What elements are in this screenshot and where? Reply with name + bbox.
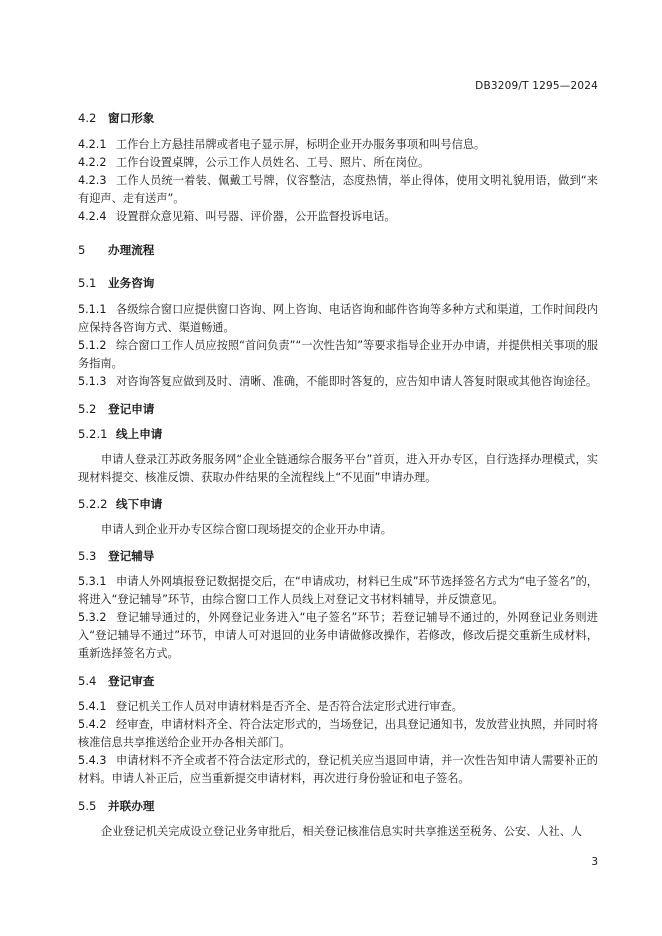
- clause-number: 5.4.1: [78, 700, 107, 713]
- clause-text: 工作人员统一着装、佩戴工号牌，仪容整洁，态度热情，举止得体，使用文明礼貌用语，做到“来有迎声、走有送声”。: [78, 174, 598, 205]
- clause-5-1-1: [78, 301, 598, 337]
- clause-text: 登记辅导通过的，外网登记业务进入“电子签名”环节；若登记辅导不通过的，外网登记业务则进入“登记辅导不通过”环节，申请人可对退回的业务申请做修改操作，若修改，修改后提交重新生成材料，重新选择签名方式。: [78, 611, 598, 660]
- paragraph-5-2-2: 申请人到企业开办专区综合窗口现场提交的企业开办申请。: [101, 523, 392, 536]
- heading-5-2-2: [78, 495, 598, 513]
- page-number: 3: [591, 856, 598, 868]
- clause-text: 申请人外网填报登记数据提交后，在“申请成功，材料已生成”环节选择签名方式为“电子签名”的，将进入“登记辅导”环节，由综合窗口工作人员线上对登记文书材料辅导，并反馈意见。: [78, 575, 598, 606]
- clause-5-3-1: [78, 573, 598, 609]
- clause-number: 5.1.1: [78, 303, 107, 316]
- heading-number: 5.4: [78, 674, 97, 688]
- heading-number: 5.1: [78, 276, 97, 290]
- clause-number: 5.3.2: [78, 611, 107, 624]
- clause-number: 5.1.3: [78, 375, 107, 388]
- clause-text: 申请材料不齐全或者不符合法定形式的，登记机关应当退回申请，并一次性告知申请人需要补正的材料。申请人补正后，应当重新提交申请材料，再次进行身份验证和电子签名。: [78, 754, 598, 785]
- clause-number: 5.4.2: [78, 718, 107, 731]
- clause-4-2-4: [78, 208, 598, 226]
- heading-5-2: [78, 400, 598, 418]
- heading-title: 窗口形象: [108, 111, 155, 125]
- clause-4-2-2: [78, 154, 598, 172]
- heading-number: 5.2: [78, 402, 97, 416]
- paragraph-5-5: 企业登记机关完成设立登记业务审批后，相关登记核准信息实时共享推送至税务、公安、人社、人: [101, 825, 583, 838]
- clause-text: 对咨询答复应做到及时、清晰、准确，不能即时答复的，应告知申请人答复时限或其他咨询途径。: [116, 375, 598, 388]
- heading-5-5: [78, 797, 598, 815]
- clause-text: 工作台设置桌牌，公示工作人员姓名、工号、照片、所在岗位。: [116, 156, 430, 169]
- heading-title: 业务咨询: [108, 276, 155, 290]
- heading-title: 并联办理: [108, 799, 155, 813]
- clause-number: 4.2.4: [78, 210, 107, 223]
- clause-text: 工作台上方悬挂吊牌或者电子显示屏，标明企业开办服务事项和叫号信息。: [116, 138, 486, 151]
- paragraph-5-2-1: 申请人登录江苏政务服务网“企业全链通综合服务平台”首页，进入开办专区，自行选择办理模式，实现材料提交、核准反馈、获取办件结果的全流程线上“不见面”申请办理。: [78, 453, 598, 484]
- heading-4-2: [78, 109, 598, 127]
- clause-text: 综合窗口工作人员应按照“首问负责”“一次性告知”等要求指导企业开办申请，并提供相关事项的服务指南。: [78, 339, 598, 370]
- clause-number: 4.2.3: [78, 174, 107, 187]
- heading-title: 线上申请: [116, 427, 163, 441]
- heading-title: 登记辅导: [108, 549, 155, 563]
- heading-5-1: [78, 274, 598, 292]
- clause-5-1-2: [78, 337, 598, 373]
- clause-5-1-3: [78, 373, 598, 391]
- heading-5-4: [78, 672, 598, 690]
- heading-number: 5.2.2: [78, 497, 108, 511]
- document-code: DB3209/T 1295—2024: [475, 80, 598, 92]
- heading-5: [78, 241, 598, 259]
- clause-number: 4.2.2: [78, 156, 107, 169]
- heading-number: 5.2.1: [78, 427, 108, 441]
- clause-text: 各级综合窗口应提供窗口咨询、网上咨询、电话咨询和邮件咨询等多种方式和渠道，工作时间段内应保持各咨询方式、渠道畅通。: [78, 303, 598, 334]
- clause-5-4-3: [78, 752, 598, 788]
- heading-5-2-1: [78, 425, 598, 443]
- heading-title: 线下申请: [116, 497, 163, 511]
- heading-title: 登记申请: [108, 402, 155, 416]
- clause-4-2-1: [78, 136, 598, 154]
- heading-number: 4.2: [78, 111, 97, 125]
- heading-title: 办理流程: [108, 243, 155, 257]
- clause-number: 4.2.1: [78, 138, 107, 151]
- heading-number: 5.3: [78, 549, 97, 563]
- clause-text: 设置群众意见箱、叫号器、评价器，公开监督投诉电话。: [116, 210, 396, 223]
- clause-number: 5.3.1: [78, 575, 107, 588]
- heading-number: 5: [78, 243, 86, 257]
- document-body: [78, 109, 598, 841]
- clause-text: 登记机关工作人员对申请材料是否齐全、是否符合法定形式进行审查。: [116, 700, 463, 713]
- clause-5-4-2: [78, 716, 598, 752]
- clause-text: 经审查，申请材料齐全、符合法定形式的，当场登记，出具登记通知书，发放营业执照，并同时将核准信息共享推送给企业开办各相关部门。: [78, 718, 598, 749]
- clause-number: 5.1.2: [78, 339, 107, 352]
- clause-4-2-3: [78, 172, 598, 208]
- clause-number: 5.4.3: [78, 754, 107, 767]
- heading-number: 5.5: [78, 799, 97, 813]
- heading-title: 登记审查: [108, 674, 155, 688]
- heading-5-3: [78, 547, 598, 565]
- clause-5-4-1: [78, 698, 598, 716]
- clause-5-3-2: [78, 609, 598, 663]
